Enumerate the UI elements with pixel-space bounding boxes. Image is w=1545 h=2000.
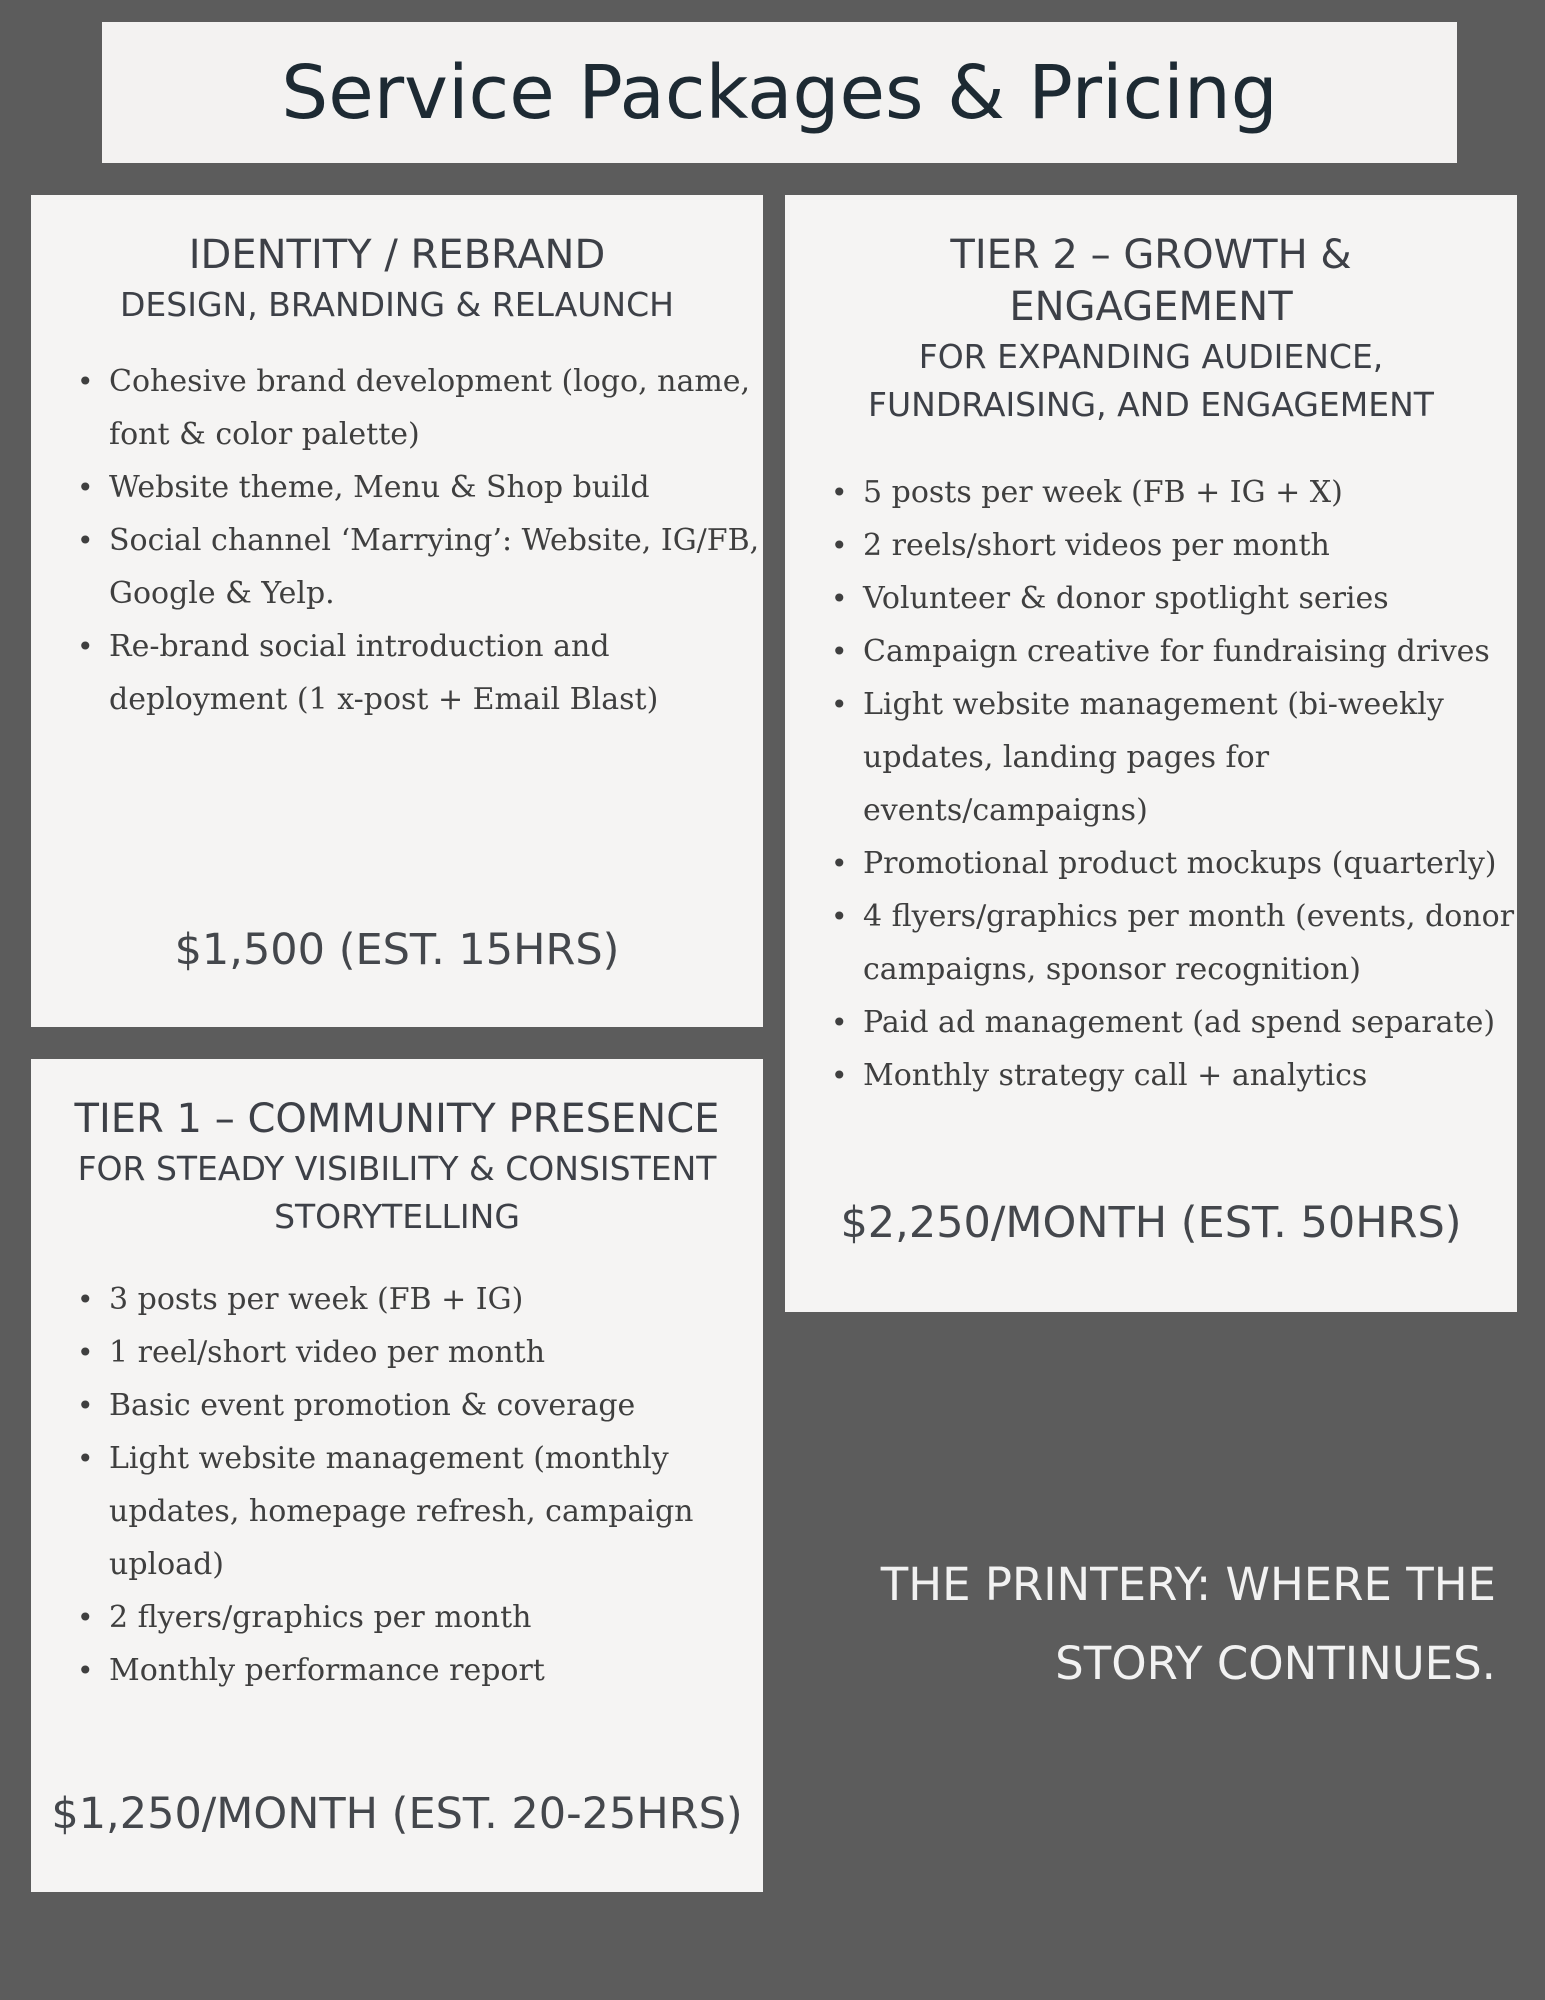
package-title: TIER 1 – COMMUNITY PRESENCE (74, 1096, 720, 1142)
list-item: • Social channel ‘Marrying’: Website, IG/FB, Google & Yelp. (31, 514, 763, 620)
bullet-icon: • (831, 476, 848, 509)
bullet-icon: • (77, 630, 94, 663)
list-item: • 2 reels/short videos per month (785, 519, 1517, 572)
package-subtitle-cont: STORYTELLING (274, 1197, 520, 1236)
bullet-icon: • (831, 847, 848, 880)
package-subtitle: FOR STEADY VISIBILITY & CONSISTENT (77, 1149, 717, 1188)
list-item: • Promotional product mockups (quarterly) (785, 837, 1517, 890)
tagline (796, 1545, 1496, 1703)
list-item: • Re-brand social introduction and deployment (1 x-post + Email Blast) (31, 620, 763, 726)
package-title: TIER 2 – GROWTH & (950, 232, 1352, 278)
list-item: • Basic event promotion & coverage (31, 1379, 763, 1432)
package-card-tier1 (31, 1059, 763, 1892)
list-item: • Campaign creative for fundraising drives (785, 625, 1517, 678)
list-item: • Cohesive brand development (logo, name, font & color palette) (31, 355, 763, 461)
package-title-cont: ENGAGEMENT (1009, 284, 1293, 330)
bullet-icon: • (831, 688, 848, 721)
list-item: • 1 reel/short video per month (31, 1326, 763, 1379)
bullet-icon: • (77, 1654, 94, 1687)
bullet-icon: • (77, 1283, 94, 1316)
list-item: • Website theme, Menu & Shop build (31, 461, 763, 514)
bullet-icon: • (831, 1006, 848, 1039)
list-item: • Light website management (monthly updates, homepage refresh, campaign upload) (31, 1432, 763, 1591)
package-heading (31, 1093, 763, 1241)
package-heading (785, 229, 1517, 429)
package-title: IDENTITY / REBRAND (188, 232, 606, 278)
list-item: • Monthly performance report (31, 1644, 763, 1697)
list-item: • 4 flyers/graphics per month (events, donor campaigns, sponsor recognition) (785, 890, 1517, 996)
title-banner (102, 22, 1457, 163)
bullet-icon: • (77, 524, 94, 557)
list-item: • Monthly strategy call + analytics (785, 1049, 1517, 1102)
package-price: $1,500 (EST. 15HRS) (174, 925, 620, 975)
bullet-icon: • (831, 635, 848, 668)
bullet-icon: • (831, 900, 848, 933)
bullet-icon: • (831, 582, 848, 615)
package-price: $1,250/MONTH (EST. 20-25HRS) (51, 1789, 743, 1839)
package-price: $2,250/MONTH (EST. 50HRS) (840, 1198, 1462, 1248)
feature-list (785, 466, 1517, 1102)
bullet-icon: • (77, 1442, 94, 1475)
package-subtitle: DESIGN, BRANDING & RELAUNCH (120, 285, 674, 324)
bullet-icon: • (77, 471, 94, 504)
package-heading (31, 229, 763, 329)
bullet-icon: • (77, 1601, 94, 1634)
feature-list (31, 1273, 763, 1697)
feature-list (31, 355, 763, 726)
list-item: • 5 posts per week (FB + IG + X) (785, 466, 1517, 519)
tagline-line: THE PRINTERY: WHERE THE (880, 1558, 1496, 1611)
bullet-icon: • (831, 1059, 848, 1092)
package-subtitle: FOR EXPANDING AUDIENCE, (918, 337, 1384, 376)
bullet-icon: • (77, 1336, 94, 1369)
list-item: • Paid ad management (ad spend separate) (785, 996, 1517, 1049)
page-title: Service Packages & Pricing (281, 49, 1278, 136)
package-subtitle-cont: FUNDRAISING, AND ENGAGEMENT (868, 385, 1434, 424)
bullet-icon: • (831, 529, 848, 562)
package-card-tier2 (785, 195, 1517, 1312)
bullet-icon: • (77, 365, 94, 398)
list-item: • 3 posts per week (FB + IG) (31, 1273, 763, 1326)
list-item: • Light website management (bi-weekly updates, landing pages for events/campaigns) (785, 678, 1517, 837)
list-item: • 2 flyers/graphics per month (31, 1591, 763, 1644)
list-item: • Volunteer & donor spotlight series (785, 572, 1517, 625)
bullet-icon: • (77, 1389, 94, 1422)
package-card-identity (31, 195, 763, 1027)
tagline-line: STORY CONTINUES. (1055, 1637, 1496, 1690)
